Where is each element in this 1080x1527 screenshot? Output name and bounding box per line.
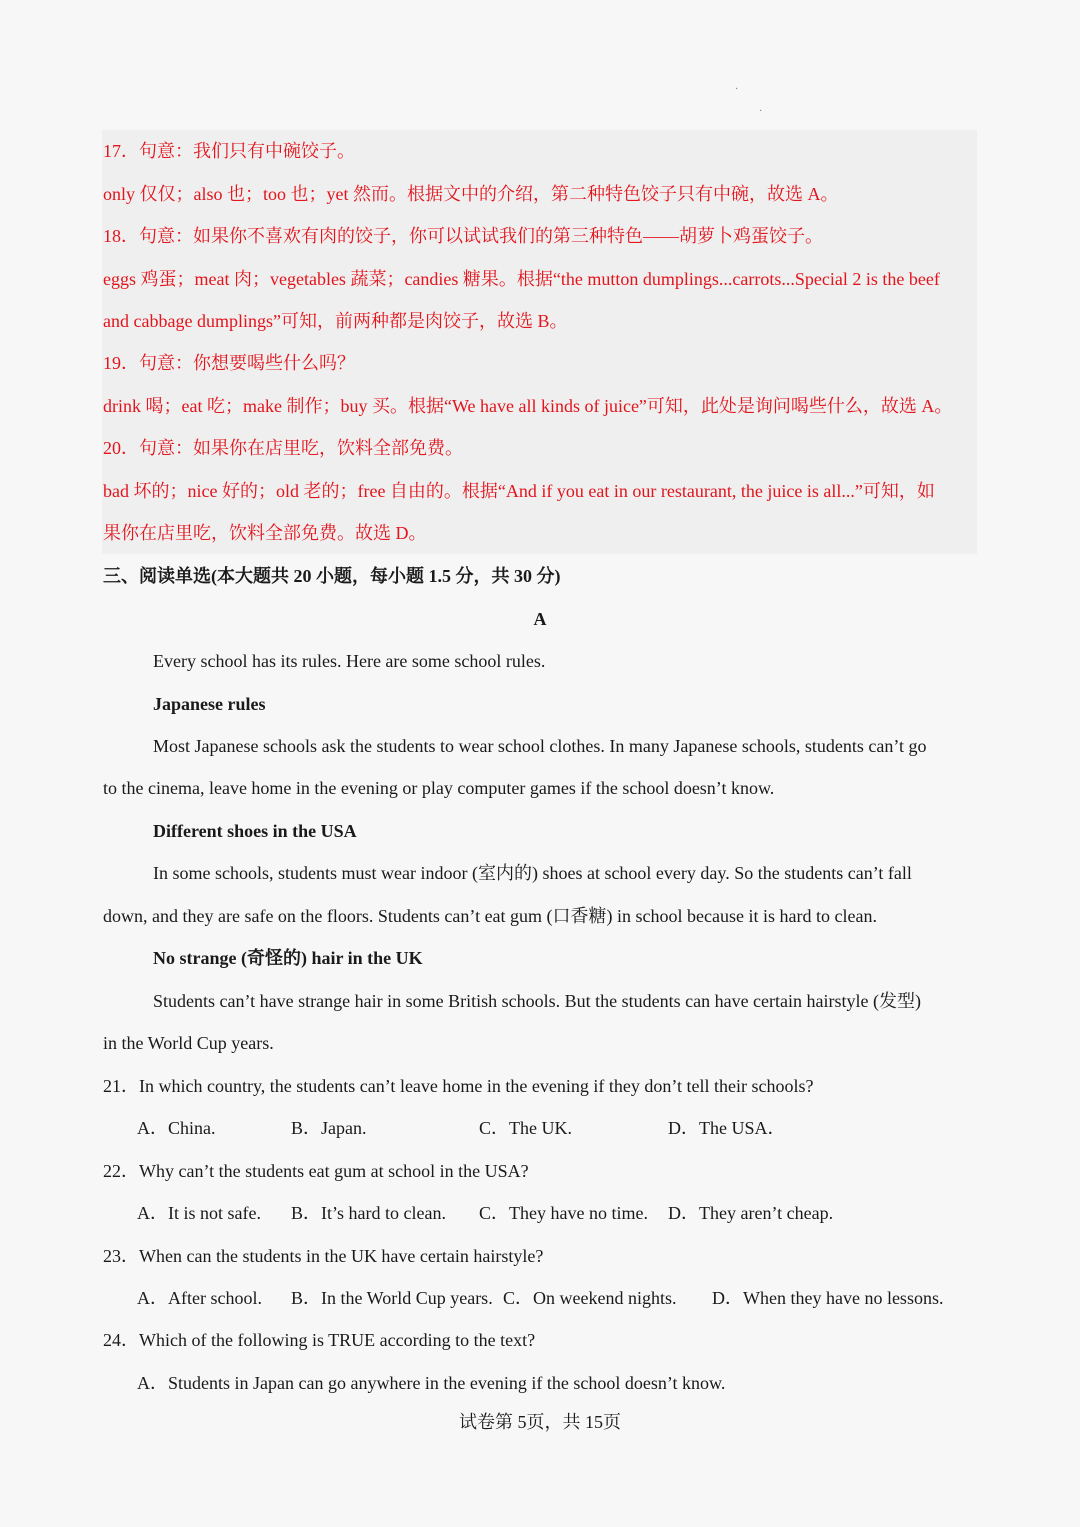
- passage-paragraph-3a: Students can’t have strange hair in some British schools. But the students can have certain hairstyle (发型): [153, 991, 921, 1011]
- q22-option-c: C．They have no time.: [479, 1203, 648, 1223]
- q22-option-a: A．It is not safe.: [137, 1203, 261, 1223]
- passage-paragraph-1a: Most Japanese schools ask the students to wear school clothes. In many Japanese schools, students can’t go: [153, 736, 927, 756]
- page-footer: 试卷第 5页，共 15页: [459, 1412, 621, 1432]
- answer-20-explanation-2: 果你在店里吃，饮料全部免费。故选 D。: [103, 523, 427, 543]
- q22-option-d: D．They aren’t cheap.: [668, 1203, 834, 1223]
- q23-option-d: D．When they have no lessons.: [712, 1288, 944, 1308]
- answer-20-title: 20．句意：如果你在店里吃，饮料全部免费。: [103, 438, 463, 458]
- section-heading: 三、阅读单选(本大题共 20 小题，每小题 1.5 分，共 30 分): [103, 566, 561, 586]
- question-24: 24．Which of the following is TRUE according to the text?: [103, 1330, 536, 1350]
- answer-19-title: 19．句意：你想要喝些什么吗？: [103, 353, 355, 373]
- passage-paragraph-1b: to the cinema, leave home in the evening or play computer games if the school doesn’t know.: [103, 778, 775, 798]
- q23-option-a: A．After school.: [137, 1288, 262, 1308]
- passage-heading-japan: Japanese rules: [153, 694, 266, 714]
- answer-19-explanation: drink 喝；eat 吃；make 制作；buy 买。根据“We have all kinds of juice”可知，此处是询问喝些什么，故选 A。: [103, 396, 953, 416]
- passage-label: A: [533, 609, 547, 629]
- question-21: 21．In which country, the students can’t leave home in the evening if they don’t tell their schools?: [103, 1076, 814, 1096]
- answer-17-title: 17．句意：我们只有中碗饺子。: [103, 141, 355, 161]
- answer-20-explanation-1: bad 坏的；nice 好的；old 老的；free 自由的。根据“And if you eat in our restaurant, the juice is all...”可知，如: [103, 481, 935, 501]
- q22-option-b: B．It’s hard to clean.: [291, 1203, 446, 1223]
- passage-intro: Every school has its rules. Here are some school rules.: [153, 651, 546, 671]
- q23-option-c: C．On weekend nights.: [503, 1288, 677, 1308]
- passage-paragraph-2b: down, and they are safe on the floors. Students can’t eat gum (口香糖) in school because it is hard to clean.: [103, 906, 877, 926]
- passage-paragraph-3b: in the World Cup years.: [103, 1033, 274, 1053]
- q21-option-c: C．The UK.: [479, 1118, 572, 1138]
- answer-17-explanation: only 仅仅；also 也；too 也；yet 然而。根据文中的介绍，第二种特色饺子只有中碗，故选 A。: [103, 184, 839, 204]
- passage-heading-usa: Different shoes in the USA: [153, 821, 357, 841]
- passage-paragraph-2a: In some schools, students must wear indoor (室内的) shoes at school every day. So the students can’t fall: [153, 863, 912, 883]
- q21-option-a: A．China.: [137, 1118, 216, 1138]
- passage-heading-uk: No strange (奇怪的) hair in the UK: [153, 948, 423, 968]
- question-23: 23．When can the students in the UK have certain hairstyle?: [103, 1246, 544, 1266]
- q23-option-b: B．In the World Cup years.: [291, 1288, 493, 1308]
- q21-option-d: D．The USA．: [668, 1118, 786, 1138]
- q21-option-b: B．Japan.: [291, 1118, 367, 1138]
- q24-option-a: A．Students in Japan can go anywhere in the evening if the school doesn’t know.: [137, 1373, 726, 1393]
- answer-18-title: 18．句意：如果你不喜欢有肉的饺子，你可以试试我们的第三种特色——胡萝卜鸡蛋饺子。: [103, 226, 823, 246]
- question-22: 22．Why can’t the students eat gum at school in the USA?: [103, 1161, 529, 1181]
- answer-18-explanation-2: and cabbage dumplings”可知，前两种都是肉饺子，故选 B。: [103, 311, 568, 331]
- scan-marks: · ·: [735, 84, 763, 117]
- answer-18-explanation-1: eggs 鸡蛋；meat 肉；vegetables 蔬菜；candies 糖果。根据“the mutton dumplings...carrots...Special 2 is the beef: [103, 269, 940, 289]
